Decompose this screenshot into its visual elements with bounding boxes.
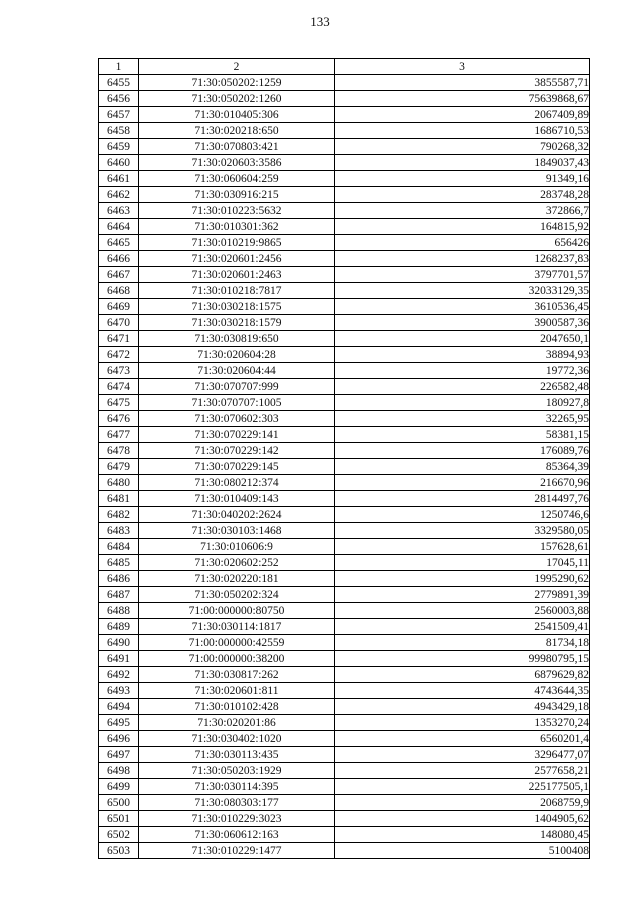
cadastral-value-cell: 2068759,9 <box>335 795 590 811</box>
cadastral-value-cell: 283748,28 <box>335 187 590 203</box>
table-row <box>99 667 590 683</box>
table-row <box>99 843 590 859</box>
cadastral-number-cell: 71:30:010219:9865 <box>139 235 335 251</box>
cadastral-value-cell: 3610536,45 <box>335 299 590 315</box>
cadastral-number-cell: 71:30:080212:374 <box>139 475 335 491</box>
cadastral-number-cell: 71:30:020218:650 <box>139 123 335 139</box>
cadastral-number-cell: 71:30:030103:1468 <box>139 523 335 539</box>
table-row <box>99 251 590 267</box>
table-row <box>99 203 590 219</box>
cadastral-value-cell: 1686710,53 <box>335 123 590 139</box>
cadastral-value-cell: 4943429,18 <box>335 699 590 715</box>
cadastral-value-cell: 5100408 <box>335 843 590 859</box>
cadastral-value-cell: 2814497,76 <box>335 491 590 507</box>
cadastral-number-cell: 71:30:010229:1477 <box>139 843 335 859</box>
row-number-cell: 6494 <box>99 699 139 715</box>
cadastral-number-cell: 71:30:020201:86 <box>139 715 335 731</box>
table-row <box>99 507 590 523</box>
cadastral-number-cell: 71:30:070707:1005 <box>139 395 335 411</box>
row-number-cell: 6482 <box>99 507 139 523</box>
cadastral-value-cell: 2779891,39 <box>335 587 590 603</box>
row-number-cell: 6471 <box>99 331 139 347</box>
cadastral-number-cell: 71:30:010102:428 <box>139 699 335 715</box>
cadastral-value-cell: 2047650,1 <box>335 331 590 347</box>
row-number-cell: 6478 <box>99 443 139 459</box>
cadastral-value-cell: 3900587,36 <box>335 315 590 331</box>
cadastral-value-cell: 176089,76 <box>335 443 590 459</box>
cadastral-value-table <box>98 58 590 859</box>
cadastral-value-cell: 1849037,43 <box>335 155 590 171</box>
cadastral-value-cell: 17045,11 <box>335 555 590 571</box>
cadastral-value-cell: 790268,32 <box>335 139 590 155</box>
cadastral-value-cell: 2067409,89 <box>335 107 590 123</box>
table-header-row <box>99 59 590 75</box>
table-row <box>99 219 590 235</box>
row-number-cell: 6501 <box>99 811 139 827</box>
cadastral-number-cell: 71:30:020601:811 <box>139 683 335 699</box>
cadastral-number-cell: 71:30:070803:421 <box>139 139 335 155</box>
cadastral-number-cell: 71:30:020220:181 <box>139 571 335 587</box>
cadastral-number-cell: 71:00:000000:80750 <box>139 603 335 619</box>
table-row <box>99 235 590 251</box>
row-number-cell: 6460 <box>99 155 139 171</box>
row-number-cell: 6462 <box>99 187 139 203</box>
column-header-1: 1 <box>99 59 139 75</box>
table-row <box>99 283 590 299</box>
cadastral-number-cell: 71:00:000000:38200 <box>139 651 335 667</box>
row-number-cell: 6499 <box>99 779 139 795</box>
cadastral-value-cell: 216670,96 <box>335 475 590 491</box>
cadastral-value-cell: 1250746,6 <box>335 507 590 523</box>
table-row <box>99 635 590 651</box>
cadastral-value-cell: 6560201,4 <box>335 731 590 747</box>
column-header-3: 3 <box>335 59 590 75</box>
cadastral-number-cell: 71:30:010218:7817 <box>139 283 335 299</box>
table-row <box>99 539 590 555</box>
table-row <box>99 267 590 283</box>
cadastral-number-cell: 71:30:030113:435 <box>139 747 335 763</box>
row-number-cell: 6488 <box>99 603 139 619</box>
cadastral-number-cell: 71:30:040202:2624 <box>139 507 335 523</box>
row-number-cell: 6464 <box>99 219 139 235</box>
row-number-cell: 6458 <box>99 123 139 139</box>
cadastral-number-cell: 71:30:030402:1020 <box>139 731 335 747</box>
cadastral-value-cell: 1404905,62 <box>335 811 590 827</box>
cadastral-value-cell: 1268237,83 <box>335 251 590 267</box>
row-number-cell: 6469 <box>99 299 139 315</box>
cadastral-number-cell: 71:30:070229:141 <box>139 427 335 443</box>
table-row <box>99 571 590 587</box>
cadastral-number-cell: 71:30:030916:215 <box>139 187 335 203</box>
row-number-cell: 6477 <box>99 427 139 443</box>
cadastral-number-cell: 71:30:030114:395 <box>139 779 335 795</box>
row-number-cell: 6491 <box>99 651 139 667</box>
cadastral-number-cell: 71:30:010229:3023 <box>139 811 335 827</box>
cadastral-number-cell: 71:30:050202:1260 <box>139 91 335 107</box>
cadastral-number-cell: 71:00:000000:42559 <box>139 635 335 651</box>
table-row <box>99 523 590 539</box>
cadastral-value-cell: 157628,61 <box>335 539 590 555</box>
table-row <box>99 123 590 139</box>
table-row <box>99 715 590 731</box>
cadastral-value-cell: 85364,39 <box>335 459 590 475</box>
table-row <box>99 443 590 459</box>
row-number-cell: 6487 <box>99 587 139 603</box>
table-row <box>99 411 590 427</box>
cadastral-number-cell: 71:30:060612:163 <box>139 827 335 843</box>
table-row <box>99 475 590 491</box>
table-row <box>99 171 590 187</box>
cadastral-number-cell: 71:30:070602:303 <box>139 411 335 427</box>
table-row <box>99 603 590 619</box>
row-number-cell: 6500 <box>99 795 139 811</box>
cadastral-value-cell: 2541509,41 <box>335 619 590 635</box>
row-number-cell: 6480 <box>99 475 139 491</box>
cadastral-value-cell: 3296477,07 <box>335 747 590 763</box>
row-number-cell: 6492 <box>99 667 139 683</box>
cadastral-value-cell: 91349,16 <box>335 171 590 187</box>
row-number-cell: 6466 <box>99 251 139 267</box>
row-number-cell: 6472 <box>99 347 139 363</box>
table-row <box>99 363 590 379</box>
row-number-cell: 6455 <box>99 75 139 91</box>
row-number-cell: 6473 <box>99 363 139 379</box>
row-number-cell: 6485 <box>99 555 139 571</box>
row-number-cell: 6495 <box>99 715 139 731</box>
cadastral-value-cell: 1353270,24 <box>335 715 590 731</box>
table-row <box>99 75 590 91</box>
column-header-2: 2 <box>139 59 335 75</box>
row-number-cell: 6461 <box>99 171 139 187</box>
table-row <box>99 555 590 571</box>
table-row <box>99 491 590 507</box>
row-number-cell: 6484 <box>99 539 139 555</box>
row-number-cell: 6474 <box>99 379 139 395</box>
cadastral-number-cell: 71:30:020604:44 <box>139 363 335 379</box>
row-number-cell: 6475 <box>99 395 139 411</box>
cadastral-value-cell: 180927,8 <box>335 395 590 411</box>
row-number-cell: 6467 <box>99 267 139 283</box>
cadastral-value-cell: 226582,48 <box>335 379 590 395</box>
row-number-cell: 6493 <box>99 683 139 699</box>
cadastral-number-cell: 71:30:050203:1929 <box>139 763 335 779</box>
table-row <box>99 155 590 171</box>
cadastral-number-cell: 71:30:030218:1575 <box>139 299 335 315</box>
cadastral-number-cell: 71:30:080303:177 <box>139 795 335 811</box>
table-row <box>99 683 590 699</box>
row-number-cell: 6490 <box>99 635 139 651</box>
table-body <box>99 75 590 859</box>
cadastral-number-cell: 71:30:070229:142 <box>139 443 335 459</box>
table-row <box>99 91 590 107</box>
table-row <box>99 731 590 747</box>
row-number-cell: 6463 <box>99 203 139 219</box>
cadastral-value-cell: 225177505,1 <box>335 779 590 795</box>
cadastral-value-cell: 372866,7 <box>335 203 590 219</box>
cadastral-number-cell: 71:30:010223:5632 <box>139 203 335 219</box>
cadastral-value-cell: 75639868,67 <box>335 91 590 107</box>
row-number-cell: 6503 <box>99 843 139 859</box>
cadastral-number-cell: 71:30:030114:1817 <box>139 619 335 635</box>
table-row <box>99 811 590 827</box>
cadastral-number-cell: 71:30:060604:259 <box>139 171 335 187</box>
row-number-cell: 6459 <box>99 139 139 155</box>
cadastral-number-cell: 71:30:030817:262 <box>139 667 335 683</box>
table-row <box>99 395 590 411</box>
page-number: 133 <box>310 14 330 29</box>
table-row <box>99 827 590 843</box>
table-row <box>99 347 590 363</box>
cadastral-value-cell: 148080,45 <box>335 827 590 843</box>
row-number-cell: 6465 <box>99 235 139 251</box>
cadastral-value-cell: 38894,93 <box>335 347 590 363</box>
cadastral-value-cell: 3797701,57 <box>335 267 590 283</box>
table-row <box>99 459 590 475</box>
cadastral-number-cell: 71:30:010405:306 <box>139 107 335 123</box>
cadastral-value-cell: 2577658,21 <box>335 763 590 779</box>
cadastral-value-cell: 81734,18 <box>335 635 590 651</box>
row-number-cell: 6468 <box>99 283 139 299</box>
cadastral-value-cell: 99980795,15 <box>335 651 590 667</box>
row-number-cell: 6457 <box>99 107 139 123</box>
row-number-cell: 6486 <box>99 571 139 587</box>
table-row <box>99 299 590 315</box>
cadastral-number-cell: 71:30:010301:362 <box>139 219 335 235</box>
table-row <box>99 651 590 667</box>
table-row <box>99 315 590 331</box>
cadastral-number-cell: 71:30:050202:1259 <box>139 75 335 91</box>
table-row <box>99 139 590 155</box>
table-row <box>99 187 590 203</box>
cadastral-value-cell: 3855587,71 <box>335 75 590 91</box>
cadastral-number-cell: 71:30:030218:1579 <box>139 315 335 331</box>
cadastral-value-cell: 32033129,35 <box>335 283 590 299</box>
table-row <box>99 795 590 811</box>
cadastral-number-cell: 71:30:030819:650 <box>139 331 335 347</box>
row-number-cell: 6470 <box>99 315 139 331</box>
cadastral-number-cell: 71:30:020601:2456 <box>139 251 335 267</box>
cadastral-value-cell: 6879629,82 <box>335 667 590 683</box>
cadastral-value-cell: 3329580,05 <box>335 523 590 539</box>
cadastral-number-cell: 71:30:070229:145 <box>139 459 335 475</box>
table-row <box>99 379 590 395</box>
row-number-cell: 6456 <box>99 91 139 107</box>
cadastral-number-cell: 71:30:020601:2463 <box>139 267 335 283</box>
row-number-cell: 6489 <box>99 619 139 635</box>
cadastral-value-cell: 164815,92 <box>335 219 590 235</box>
table-row <box>99 779 590 795</box>
cadastral-value-cell: 1995290,62 <box>335 571 590 587</box>
cadastral-number-cell: 71:30:020604:28 <box>139 347 335 363</box>
cadastral-number-cell: 71:30:010606:9 <box>139 539 335 555</box>
table-row <box>99 587 590 603</box>
cadastral-value-cell: 58381,15 <box>335 427 590 443</box>
cadastral-value-cell: 19772,36 <box>335 363 590 379</box>
cadastral-number-cell: 71:30:010409:143 <box>139 491 335 507</box>
row-number-cell: 6498 <box>99 763 139 779</box>
table-row <box>99 747 590 763</box>
cadastral-value-cell: 656426 <box>335 235 590 251</box>
cadastral-number-cell: 71:30:020603:3586 <box>139 155 335 171</box>
row-number-cell: 6476 <box>99 411 139 427</box>
row-number-cell: 6481 <box>99 491 139 507</box>
table-row <box>99 699 590 715</box>
table-row <box>99 763 590 779</box>
row-number-cell: 6483 <box>99 523 139 539</box>
cadastral-value-cell: 2560003,88 <box>335 603 590 619</box>
table-row <box>99 619 590 635</box>
table-row <box>99 427 590 443</box>
cadastral-number-cell: 71:30:050202:324 <box>139 587 335 603</box>
cadastral-value-cell: 4743644,35 <box>335 683 590 699</box>
row-number-cell: 6497 <box>99 747 139 763</box>
cadastral-number-cell: 71:30:020602:252 <box>139 555 335 571</box>
table-row <box>99 107 590 123</box>
cadastral-number-cell: 71:30:070707:999 <box>139 379 335 395</box>
row-number-cell: 6502 <box>99 827 139 843</box>
table-row <box>99 331 590 347</box>
row-number-cell: 6479 <box>99 459 139 475</box>
cadastral-value-cell: 32265,95 <box>335 411 590 427</box>
row-number-cell: 6496 <box>99 731 139 747</box>
